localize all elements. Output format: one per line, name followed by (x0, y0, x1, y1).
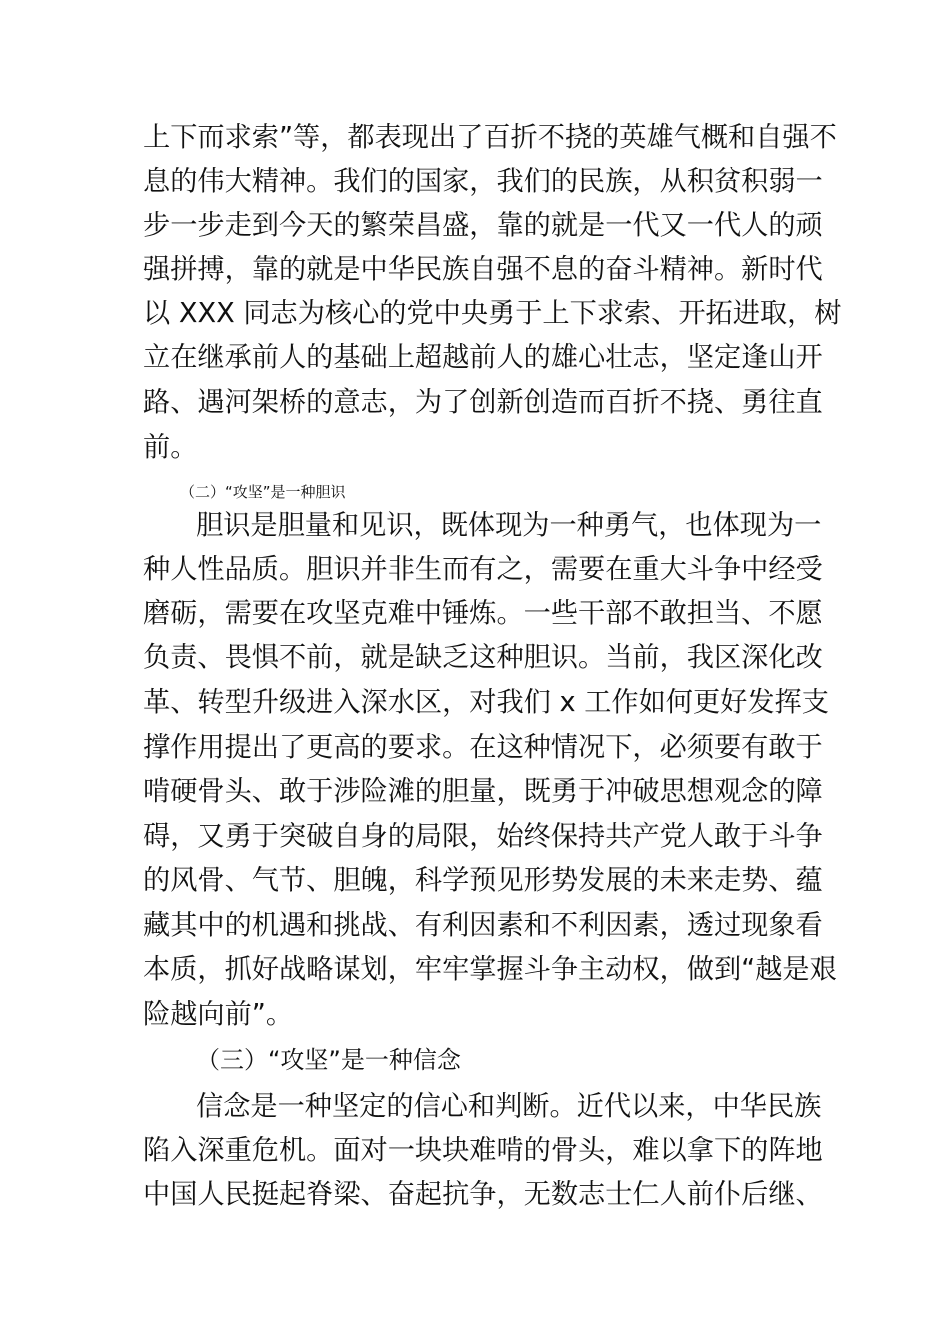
paragraph-line: 步一步走到今天的繁荣昌盛，靠的就是一代又一代人的顽 (143, 210, 823, 241)
paragraph-line: 路、遇河架桥的意志，为了创新创造而百折不挠、勇往直 (143, 387, 823, 418)
paragraph-line: 险越向前”。 (143, 999, 294, 1030)
paragraph-line: 负责、畏惧不前，就是缺乏这种胆识。当前，我区深化改 (143, 642, 823, 673)
paragraph-line: 息的伟大精神。我们的国家，我们的民族，从积贫积弱一 (143, 166, 823, 197)
paragraph-line: 种人性品质。胆识并非生而有之，需要在重大斗争中经受 (143, 554, 823, 585)
paragraph-line: 前。 (143, 432, 198, 463)
paragraph-line: 藏其中的机遇和挑战、有利因素和不利因素，透过现象看 (143, 910, 823, 941)
paragraph-line: 信念是一种坚定的信心和判断。近代以来，中华民族 (196, 1091, 822, 1122)
paragraph-line: 的风骨、气节、胆魄，科学预见形势发展的未来走势、蕴 (143, 865, 823, 896)
paragraph-line: 撑作用提出了更高的要求。在这种情况下，必须要有敢于 (143, 732, 823, 763)
section-heading-2: （二）“攻坚”是一种胆识 (180, 483, 346, 501)
paragraph-line: 陷入深重危机。面对一块块难啃的骨头，难以拿下的阵地 (143, 1135, 823, 1166)
section-heading-3: （三）“攻坚”是一种信念 (196, 1046, 461, 1074)
paragraph-line: 碍，又勇于突破自身的局限，始终保持共产党人敢于斗争 (143, 821, 823, 852)
paragraph-line: 胆识是胆量和见识，既体现为一种勇气，也体现为一 (196, 510, 822, 541)
paragraph-line: 上下而求索”等，都表现出了百折不挠的英雄气概和自强不 (143, 122, 837, 153)
paragraph-line: 本质，抓好战略谋划，牢牢掌握斗争主动权，做到“越是艰 (143, 954, 837, 985)
paragraph-line: 中国人民挺起脊梁、奋起抗争，无数志士仁人前仆后继、 (143, 1179, 823, 1210)
paragraph-line: 啃硬骨头、敢于涉险滩的胆量，既勇于冲破思想观念的障 (143, 776, 823, 807)
paragraph-line: 立在继承前人的基础上超越前人的雄心壮志，坚定逢山开 (143, 342, 823, 373)
paragraph-line: 强拼搏，靠的就是中华民族自强不息的奋斗精神。新时代 (143, 254, 823, 285)
paragraph-line: 革、转型升级进入深水区，对我们 x 工作如何更好发挥支 (143, 687, 829, 718)
paragraph-line: 磨砺，需要在攻坚克难中锤炼。一些干部不敢担当、不愿 (143, 598, 823, 629)
paragraph-line: 以 XXX 同志为核心的党中央勇于上下求索、开拓进取，树 (143, 298, 842, 329)
